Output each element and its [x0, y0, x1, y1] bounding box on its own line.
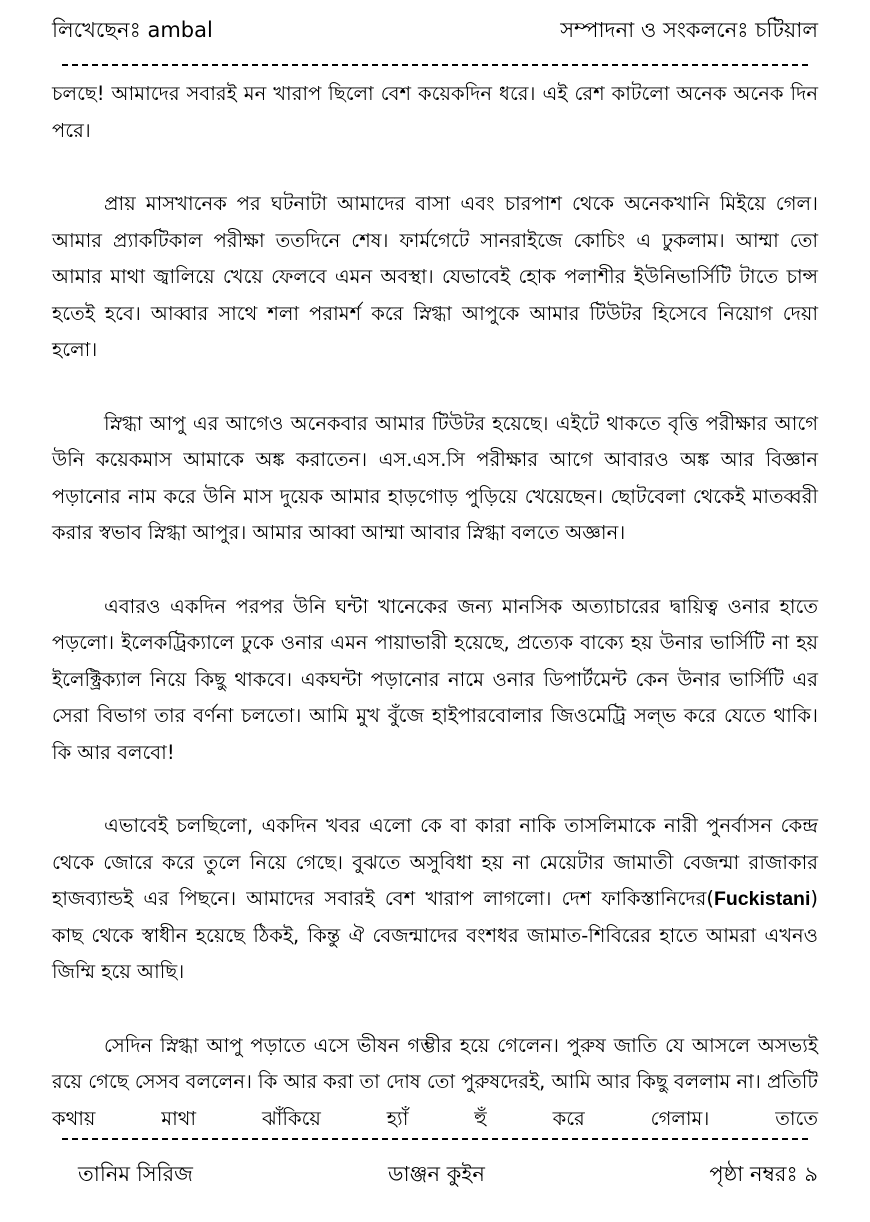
author-line	[52, 14, 213, 49]
paragraph-3: স্নিগ্ধা আপু এর আগেও অনেকবার আমার টিউটর হয়েছে। এইটে থাকতে বৃত্তি পরীক্ষার আগে উনি কয়েকমাস আমাকে অঙ্ক করাতেন। এস.এস.সি পরীক্ষার আগে আবারও অঙ্ক আর বিজ্ঞান পড়ানোর নাম করে উনি মাস দুয়েক আমার হাড়গোড় পুড়িয়ে খেয়েছেন। ছোটবেলা থেকেই মাতব্বরী করার স্বভাব স্নিগ্ধা আপুর। আমার আব্বা আম্মা আবার স্নিগ্ধা বলতে অজ্ঞান।	[52, 411, 818, 544]
paragraph-4: এবারও একদিন পরপর উনি ঘন্টা খানেকের জন্য মানসিক অত্যাচারের দ্বায়িত্ব ওনার হাতে পড়লো। ইলেকট্রিক্যালে ঢুকে ওনার এমন পায়াভারী হয়েছে, প্রত্যেক বাক্যে হয় উনার ভার্সিটি না হয় ইলেক্ট্রিক্যাল নিয়ে কিছু থাকবে। একঘন্টা পড়ানোর নামে ওনার ডিপার্টমেন্ট কেন উনার ভার্সিটি এর সেরা বিভাগ তার বর্ণনা চলতো। আমি মুখ বুঁজে হাইপারবোলার জিওমেট্রি সল্ভ করে যেতে থাকি। কি আর বলবো!	[52, 594, 818, 764]
paragraph-5-part-b: ) কাছ থেকে স্বাধীন হয়েছে ঠিকই, কিন্তু ঐ বেজন্মাদের বংশধর জামাত-শিবিরের হাতে আমরা এখনও জিম্মি হয়ে আছি।	[52, 887, 818, 983]
paragraph-5-part-a: এভাবেই চলছিলো, একদিন খবর এলো কে বা কারা নাকি তাসলিমাকে নারী পুনর্বাসন কেন্দ্র থেকে জোরে করে তুলে নিয়ে গেছে। বুঝতে অসুবিধা হয় না মেয়েটার জামাতী বেজন্মা রাজাকার হাজব্যান্ডই এর পিছনে। আমাদের সবারই বেশ খারাপ লাগলো। দেশ ফাকিস্তানিদের(	[52, 814, 818, 910]
header-divider	[62, 64, 808, 66]
series-name: তানিম সিরিজ	[78, 1162, 193, 1186]
story-title: ডাঞ্জন কুইন	[388, 1162, 485, 1186]
author-name: ambal	[147, 18, 213, 42]
footer-divider	[62, 1138, 808, 1140]
page-number: পৃষ্ঠা নম্বরঃ ৯	[709, 1162, 818, 1186]
paragraph-6: সেদিন স্নিগ্ধা আপু পড়াতে এসে ভীষন গম্ভীর হয়ে গেলেন। পুরুষ জাতি যে আসলে অসভ্যই রয়ে গেছে সেসব বললেন। কি আর করা তা দোষ তো পুরুষদেরই, আমি আর কিছু বললাম না। প্রতিটি কথায় মাথা ঝাঁকিয়ে হ্যাঁ হুঁ করে গেলাম। তাতে	[52, 1033, 818, 1130]
paragraph-1: চলছে! আমাদের সবারই মন খারাপ ছিলো বেশ কয়েকদিন ধরে। এই রেশ কাটলো অনেক অনেক দিন পরে।	[52, 82, 818, 142]
editor-line: সম্পাদনা ও সংকলনেঃ চটিয়াল	[560, 18, 818, 42]
paragraph-5	[52, 808, 818, 991]
paragraph-2: প্রায় মাসখানেক পর ঘটনাটা আমাদের বাসা এবং চারপাশ থেকে অনেকখানি মিইয়ে গেল। আমার প্র্যাকটিকাল পরীক্ষা ততদিনে শেষ। ফার্মগেটে সানরাইজে কোচিং এ ঢুকলাম। আম্মা তো আমার মাথা জ্বালিয়ে খেয়ে ফেলবে এমন অবস্থা। যেভাবেই হোক পলাশীর ইউনিভার্সিটি টাতে চান্স হতেই হবে। আব্বার সাথে শলা পরামর্শ করে স্নিগ্ধা আপুকে আমার টিউটর হিসেবে নিয়োগ দেয়া হলো।	[52, 192, 818, 361]
story-body	[52, 76, 818, 1137]
paragraph-5-latin-word: Fuckistani	[713, 888, 811, 910]
page-footer	[0, 1158, 870, 1192]
author-label: লিখেছেনঃ	[52, 18, 141, 42]
page-header	[52, 14, 818, 46]
